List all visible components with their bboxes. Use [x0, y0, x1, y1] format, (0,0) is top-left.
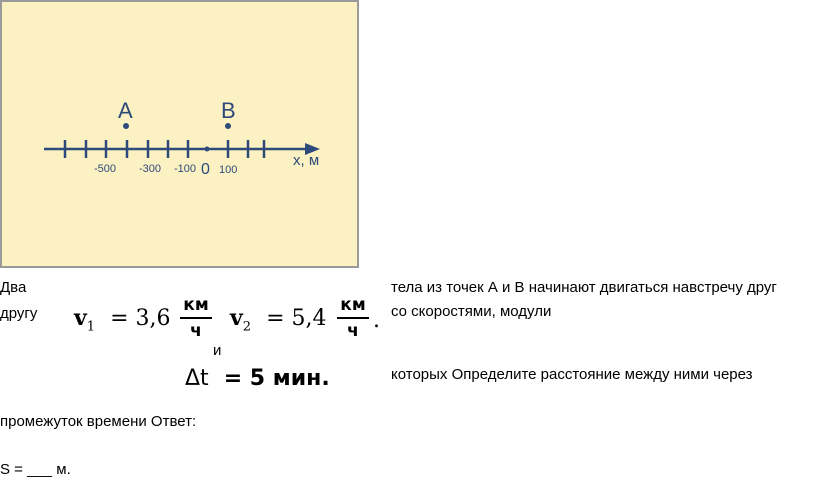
problem-line-1: тела из точек А и В начинают двигаться навстречу друг — [391, 279, 777, 296]
x-axis-label: x, м — [293, 152, 320, 169]
tick-label: -300 — [139, 163, 162, 175]
number-line-svg — [2, 2, 361, 270]
v1-subscript: 1 — [86, 319, 96, 335]
v2-subscript: 2 — [242, 319, 252, 335]
tick-label: -500 — [94, 163, 117, 175]
point-b-label: B — [221, 98, 236, 123]
v2-unit-den: ч — [347, 321, 359, 341]
v2-symbol: v — [230, 305, 243, 331]
formula-v2 — [230, 305, 327, 334]
tick-label: 100 — [219, 164, 238, 176]
zero-label: 0 — [201, 161, 210, 178]
point-a-label: A — [118, 98, 133, 123]
word-drugu: другу — [0, 305, 38, 322]
word-dva: Два — [0, 279, 27, 296]
formula-dt — [185, 366, 330, 391]
fraction-bar — [337, 317, 369, 319]
number-line-figure — [0, 0, 359, 268]
dt-symbol: Δt — [185, 366, 209, 391]
formula-period: . — [373, 308, 380, 333]
v1-value: = 3,6 — [110, 306, 171, 331]
v1-unit-den: ч — [190, 321, 202, 341]
v1-unit-fraction — [180, 295, 212, 341]
tick-label: -100 — [174, 163, 197, 175]
formula-v1 — [74, 305, 171, 334]
problem-line-3: которых Определите расстояние между ними через — [391, 366, 753, 383]
point-a-dot — [123, 123, 129, 129]
origin-dot — [205, 147, 210, 152]
v1-unit-num: км — [183, 295, 209, 315]
problem-line-2: со скоростями, модули — [391, 303, 552, 320]
point-b-dot — [225, 123, 231, 129]
v1-symbol: v — [74, 305, 87, 331]
conjunction-i: и — [213, 342, 222, 359]
dt-value: = 5 мин. — [223, 366, 330, 391]
answer-line: S = ___ м. — [0, 461, 71, 478]
v2-value: = 5,4 — [266, 306, 327, 331]
problem-line-4: промежуток времени Ответ: — [0, 413, 197, 430]
v2-unit-fraction — [337, 295, 369, 341]
fraction-bar — [180, 317, 212, 319]
v2-unit-num: км — [340, 295, 366, 315]
